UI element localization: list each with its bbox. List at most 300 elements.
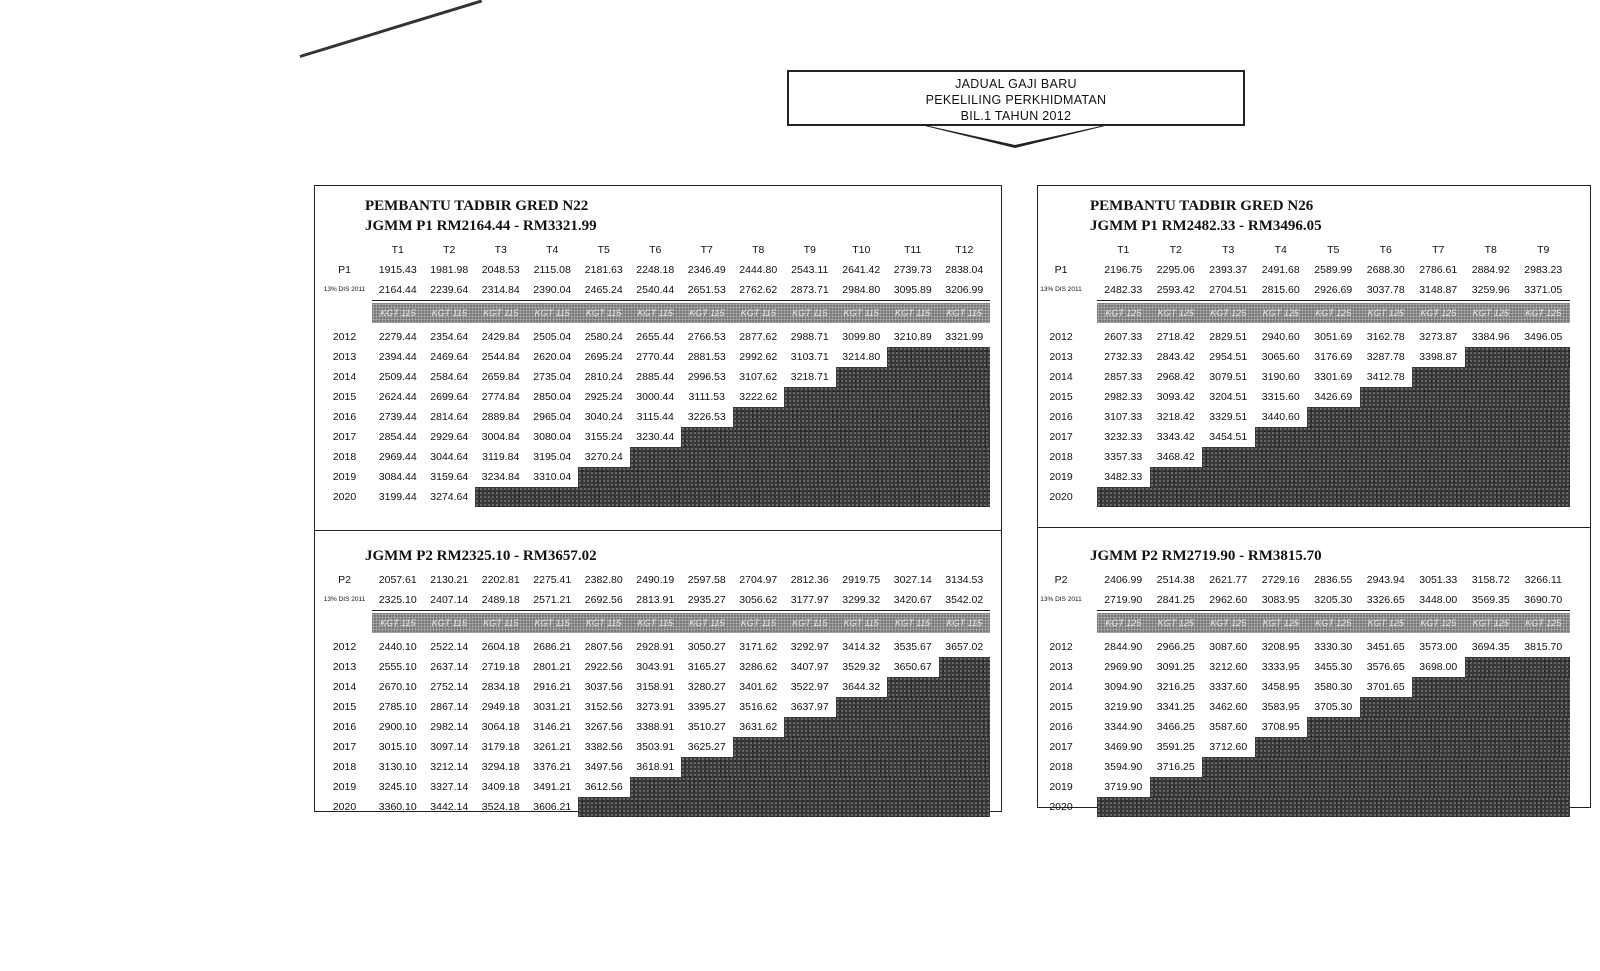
salary-cell: 2785.10: [378, 701, 417, 713]
base-salary-cell: 2115.08: [533, 264, 571, 276]
salary-cell: 2584.64: [430, 371, 469, 383]
salary-cell: 2469.64: [430, 351, 469, 363]
salary-cell: 3496.05: [1524, 331, 1563, 343]
salary-cell: 2686.21: [533, 641, 572, 653]
salary-cell: 3097.14: [430, 741, 469, 753]
adjusted-salary-cell: 3083.95: [1261, 594, 1300, 606]
column-header: T3: [494, 244, 507, 256]
header-line-1: JADUAL GAJI BARU: [955, 77, 1077, 91]
adjusted-salary-cell: 3371.05: [1524, 284, 1563, 296]
shaded-empty-area: [733, 737, 991, 757]
salary-cell: 2655.44: [636, 331, 675, 343]
panel-divider-n26: [1037, 527, 1591, 528]
increment-band-cell: KGT 115: [380, 308, 416, 318]
salary-cell: 2739.44: [378, 411, 417, 423]
shaded-empty-area: [1465, 347, 1570, 367]
salary-cell: 3329.51: [1209, 411, 1248, 423]
shaded-empty-area: [1255, 427, 1570, 447]
salary-cell: 2607.33: [1104, 331, 1143, 343]
salary-cell: 3162.78: [1366, 331, 1405, 343]
salary-cell: 3535.67: [893, 641, 932, 653]
salary-cell: 2857.33: [1104, 371, 1143, 383]
salary-cell: 3384.96: [1471, 331, 1510, 343]
adjusted-salary-cell: 2962.60: [1209, 594, 1248, 606]
salary-cell: 2637.14: [430, 661, 469, 673]
base-salary-cell: 2589.99: [1314, 264, 1353, 276]
salary-cell: 2774.84: [481, 391, 520, 403]
column-header: T12: [955, 244, 974, 256]
increment-band-cell: KGT 125: [1420, 618, 1457, 628]
salary-cell: 2555.10: [378, 661, 417, 673]
base-salary-cell: 2786.61: [1419, 264, 1458, 276]
salary-cell: 3130.10: [378, 761, 417, 773]
salary-cell: 3065.60: [1261, 351, 1300, 363]
base-salary-cell: 2812.36: [790, 574, 829, 586]
salary-cell: 3267.56: [584, 721, 623, 733]
salary-cell: 3650.67: [893, 661, 932, 673]
salary-cell: 3466.25: [1156, 721, 1195, 733]
salary-cell: 3516.62: [739, 701, 778, 713]
salary-cell: 3310.04: [533, 471, 572, 483]
base-salary-cell: 2838.04: [945, 264, 984, 276]
salary-cell: 2604.18: [481, 641, 520, 653]
salary-cell: 2844.90: [1104, 641, 1143, 653]
base-row-label: P2: [338, 574, 351, 586]
base-salary-cell: 3158.72: [1471, 574, 1510, 586]
salary-cell: 3179.18: [481, 741, 520, 753]
column-header: T7: [1432, 244, 1445, 256]
base-row-label: P1: [338, 264, 351, 276]
increment-band-cell: KGT 115: [637, 308, 673, 318]
salary-cell: 3080.04: [533, 431, 572, 443]
salary-cell: 3159.64: [430, 471, 469, 483]
salary-cell: 2810.24: [584, 371, 623, 383]
adjusted-salary-cell: 2164.44: [378, 284, 417, 296]
salary-cell: 2877.62: [739, 331, 778, 343]
increment-band-cell: KGT 115: [534, 308, 570, 318]
year-label: 2013: [332, 351, 357, 363]
shaded-empty-area: [887, 677, 990, 697]
adjusted-salary-cell: 3177.97: [790, 594, 829, 606]
salary-cell: 3087.60: [1209, 641, 1248, 653]
salary-cell: 3360.10: [378, 801, 417, 813]
increment-band-cell: KGT 125: [1262, 308, 1299, 318]
increment-band-cell: KGT 115: [895, 308, 931, 318]
year-label: 2012: [332, 641, 357, 653]
adjusted-salary-cell: 3542.02: [945, 594, 984, 606]
salary-cell: 3343.42: [1156, 431, 1195, 443]
salary-cell: 2624.44: [378, 391, 417, 403]
salary-cell: 2505.04: [533, 331, 572, 343]
shaded-empty-area: [836, 367, 991, 387]
salary-cell: 3158.91: [636, 681, 675, 693]
salary-cell: 3280.27: [687, 681, 726, 693]
base-salary-cell: 2181.63: [584, 264, 623, 276]
salary-cell: 3503.91: [636, 741, 675, 753]
adjusted-salary-cell: 2719.90: [1104, 594, 1143, 606]
increment-band-cell: KGT 125: [1472, 308, 1509, 318]
increment-band-cell: KGT 115: [792, 308, 828, 318]
salary-cell: 3091.25: [1156, 661, 1195, 673]
row-separator: [372, 300, 990, 301]
table-title: PEMBANTU TADBIR GRED N22: [365, 198, 589, 214]
salary-cell: 2807.56: [584, 641, 623, 653]
salary-cell: 2949.18: [481, 701, 520, 713]
adjusted-salary-cell: 3206.99: [945, 284, 984, 296]
shaded-empty-area: [681, 757, 990, 777]
salary-cell: 3694.35: [1471, 641, 1510, 653]
adjusted-salary-cell: 2540.44: [636, 284, 675, 296]
adjusted-salary-cell: 3205.30: [1314, 594, 1353, 606]
increment-band-cell: KGT 115: [431, 308, 467, 318]
salary-cell: 3388.91: [636, 721, 675, 733]
salary-cell: 3395.27: [687, 701, 726, 713]
base-salary-cell: 2393.37: [1209, 264, 1248, 276]
shaded-empty-area: [630, 777, 991, 797]
column-header: T8: [1484, 244, 1497, 256]
salary-cell: 2928.91: [636, 641, 675, 653]
shaded-empty-area: [578, 467, 990, 487]
salary-cell: 3301.69: [1314, 371, 1353, 383]
year-label: 2016: [1049, 721, 1073, 733]
salary-cell: 3522.97: [790, 681, 829, 693]
salary-cell: 3412.78: [1366, 371, 1405, 383]
year-label: 2019: [1049, 781, 1073, 793]
increment-band-cell: KGT 115: [534, 618, 570, 628]
year-label: 2014: [1049, 371, 1073, 383]
salary-cell: 2988.71: [790, 331, 829, 343]
salary-cell: 3195.04: [533, 451, 572, 463]
salary-cell: 3583.95: [1261, 701, 1300, 713]
shaded-empty-area: [1255, 737, 1570, 757]
salary-cell: 3612.56: [584, 781, 623, 793]
base-salary-cell: 2491.68: [1261, 264, 1300, 276]
increment-band-cell: KGT 115: [895, 618, 931, 628]
salary-cell: 2752.14: [430, 681, 469, 693]
salary-cell: 3176.69: [1314, 351, 1353, 363]
increment-band-cell: KGT 115: [380, 618, 416, 628]
salary-cell: 3407.97: [790, 661, 829, 673]
year-label: 2012: [332, 331, 357, 343]
adjusted-salary-cell: 2692.56: [584, 594, 623, 606]
salary-cell: 3455.30: [1314, 661, 1353, 673]
year-label: 2012: [1049, 331, 1073, 343]
shaded-empty-area: [1360, 387, 1570, 407]
increment-band-cell: KGT 115: [843, 618, 879, 628]
base-salary-cell: 1981.98: [430, 264, 469, 276]
salary-cell: 2854.44: [378, 431, 417, 443]
salary-cell: 3451.65: [1366, 641, 1405, 653]
year-label: 2015: [332, 391, 357, 403]
salary-cell: 3529.32: [842, 661, 881, 673]
base-salary-cell: 3134.53: [945, 574, 984, 586]
increment-band-cell: KGT 115: [689, 618, 725, 628]
year-label: 2013: [1049, 661, 1073, 673]
salary-cell: 3286.62: [739, 661, 778, 673]
salary-cell: 2766.53: [687, 331, 726, 343]
salary-cell: 2695.24: [584, 351, 623, 363]
column-header: T4: [546, 244, 559, 256]
base-salary-cell: 2597.58: [687, 574, 726, 586]
salary-cell: 3468.42: [1156, 451, 1195, 463]
increment-band-cell: KGT 115: [792, 618, 828, 628]
salary-cell: 2850.04: [533, 391, 572, 403]
adjusted-salary-cell: 3259.96: [1471, 284, 1510, 296]
column-header: T8: [752, 244, 765, 256]
salary-cell: 3698.00: [1419, 661, 1458, 673]
base-salary-cell: 2130.21: [430, 574, 469, 586]
increment-band-cell: KGT 115: [740, 618, 776, 628]
salary-cell: 2732.33: [1104, 351, 1143, 363]
column-header: T6: [649, 244, 662, 256]
adjusted-salary-cell: 3690.70: [1524, 594, 1563, 606]
increment-band-cell: KGT 125: [1367, 618, 1404, 628]
salary-cell: 3580.30: [1314, 681, 1353, 693]
shaded-empty-area: [836, 697, 991, 717]
table-subtitle: JGMM P1 RM2482.33 - RM3496.05: [1090, 218, 1322, 234]
base-salary-cell: 3051.33: [1419, 574, 1458, 586]
salary-cell: 3294.18: [481, 761, 520, 773]
base-salary-cell: 2248.18: [636, 264, 675, 276]
salary-cell: 3103.71: [790, 351, 829, 363]
row-separator: [1097, 610, 1570, 611]
salary-cell: 3462.60: [1209, 701, 1248, 713]
salary-cell: 3230.44: [636, 431, 675, 443]
base-salary-cell: 2621.77: [1209, 574, 1248, 586]
salary-cell: 3079.51: [1209, 371, 1248, 383]
base-salary-cell: 2704.97: [739, 574, 778, 586]
salary-cell: 3321.99: [945, 331, 984, 343]
shaded-empty-area: [1097, 797, 1570, 817]
year-label: 2019: [332, 781, 357, 793]
increment-band-cell: KGT 125: [1525, 308, 1562, 318]
salary-cell: 3165.27: [687, 661, 726, 673]
salary-cell: 3287.78: [1366, 351, 1405, 363]
adjusted-salary-cell: 3326.65: [1366, 594, 1405, 606]
column-header: T11: [904, 244, 922, 256]
salary-cell: 3273.91: [636, 701, 675, 713]
salary-cell: 2867.14: [430, 701, 469, 713]
shaded-empty-area: [939, 657, 991, 677]
increment-band-cell: KGT 115: [843, 308, 879, 318]
salary-cell: 3344.90: [1104, 721, 1143, 733]
increment-band-cell: KGT 125: [1367, 308, 1404, 318]
adjusted-salary-cell: 2762.62: [739, 284, 778, 296]
adjusted-salary-cell: 2325.10: [378, 594, 417, 606]
salary-cell: 3708.95: [1261, 721, 1300, 733]
salary-cell: 3084.44: [378, 471, 417, 483]
base-salary-cell: 1915.43: [378, 264, 417, 276]
column-header: T1: [391, 244, 404, 256]
salary-cell: 3442.14: [430, 801, 469, 813]
salary-cell: 3491.21: [533, 781, 572, 793]
row-separator: [372, 610, 990, 611]
base-salary-cell: 2048.53: [481, 264, 520, 276]
base-salary-cell: 2057.61: [378, 574, 417, 586]
adjusted-salary-cell: 3569.35: [1471, 594, 1510, 606]
adjusted-row-label: 13% DIS 2011: [323, 596, 366, 603]
salary-cell: 3440.60: [1261, 411, 1300, 423]
year-label: 2016: [1049, 411, 1073, 423]
increment-band-cell: KGT 125: [1420, 308, 1457, 318]
salary-cell: 2440.10: [378, 641, 417, 653]
salary-cell: 3573.00: [1419, 641, 1458, 653]
salary-cell: 3190.60: [1261, 371, 1300, 383]
year-label: 2018: [332, 761, 357, 773]
base-salary-cell: 2943.94: [1366, 574, 1405, 586]
shaded-empty-area: [784, 717, 990, 737]
salary-cell: 3204.51: [1209, 391, 1248, 403]
column-header: T1: [1117, 244, 1130, 256]
increment-band-cell: KGT 115: [689, 308, 725, 318]
increment-band-cell: KGT 125: [1262, 618, 1299, 628]
adjusted-salary-cell: 2841.25: [1156, 594, 1195, 606]
base-salary-cell: 2490.19: [636, 574, 675, 586]
salary-cell: 3591.25: [1156, 741, 1195, 753]
salary-cell: 3458.95: [1261, 681, 1300, 693]
salary-cell: 2929.64: [430, 431, 469, 443]
salary-cell: 3524.18: [481, 801, 520, 813]
base-salary-cell: 2196.75: [1104, 264, 1143, 276]
salary-cell: 3107.62: [739, 371, 778, 383]
salary-cell: 2954.51: [1209, 351, 1248, 363]
shaded-empty-area: [733, 407, 991, 427]
salary-cell: 3637.97: [790, 701, 829, 713]
adjusted-salary-cell: 2926.69: [1314, 284, 1353, 296]
base-salary-cell: 2406.99: [1104, 574, 1143, 586]
year-label: 2016: [332, 721, 357, 733]
year-label: 2017: [1049, 431, 1073, 443]
increment-band-cell: KGT 115: [637, 618, 673, 628]
document-header: [787, 70, 1245, 126]
year-label: 2020: [332, 491, 357, 503]
salary-cell: 2982.33: [1104, 391, 1143, 403]
shaded-empty-area: [1307, 407, 1570, 427]
salary-cell: 3357.33: [1104, 451, 1143, 463]
salary-cell: 2829.51: [1209, 331, 1248, 343]
salary-cell: 2922.56: [584, 661, 623, 673]
salary-cell: 3631.62: [739, 721, 778, 733]
salary-cell: 3270.24: [584, 451, 623, 463]
salary-cell: 3115.44: [636, 411, 674, 423]
adjusted-salary-cell: 2407.14: [430, 594, 469, 606]
salary-cell: 3093.42: [1156, 391, 1195, 403]
table-subtitle: JGMM P2 RM2719.90 - RM3815.70: [1090, 548, 1322, 564]
salary-cell: 3245.10: [378, 781, 417, 793]
base-salary-cell: 2739.73: [893, 264, 932, 276]
adjusted-salary-cell: 2651.53: [687, 284, 726, 296]
shaded-empty-area: [475, 487, 990, 507]
year-label: 2018: [332, 451, 357, 463]
salary-cell: 3454.51: [1209, 431, 1248, 443]
year-label: 2014: [332, 371, 357, 383]
base-salary-cell: 3027.14: [893, 574, 932, 586]
salary-cell: 2801.21: [533, 661, 572, 673]
increment-band-cell: KGT 125: [1105, 308, 1142, 318]
salary-cell: 2843.42: [1156, 351, 1195, 363]
column-header: T2: [1169, 244, 1182, 256]
increment-band-cell: KGT 115: [483, 308, 519, 318]
salary-cell: 2429.84: [481, 331, 520, 343]
salary-cell: 3015.10: [378, 741, 417, 753]
year-label: 2020: [1049, 801, 1073, 813]
increment-band-cell: KGT 125: [1315, 618, 1352, 628]
column-header: T4: [1274, 244, 1287, 256]
adjusted-salary-cell: 2813.91: [636, 594, 675, 606]
base-salary-cell: 2295.06: [1156, 264, 1195, 276]
column-header: T2: [443, 244, 456, 256]
salary-cell: 2770.44: [636, 351, 675, 363]
base-salary-cell: 2836.55: [1314, 574, 1353, 586]
salary-cell: 3261.21: [533, 741, 572, 753]
salary-cell: 3155.24: [584, 431, 623, 443]
base-row-label: P2: [1054, 574, 1068, 586]
salary-cell: 3482.33: [1104, 471, 1143, 483]
salary-cell: 2580.24: [584, 331, 623, 343]
adjusted-salary-cell: 2571.21: [533, 594, 572, 606]
column-header: T7: [700, 244, 713, 256]
base-salary-cell: 2688.30: [1366, 264, 1405, 276]
salary-cell: 2659.84: [481, 371, 520, 383]
salary-cell: 3210.89: [893, 331, 932, 343]
salary-cell: 3414.32: [842, 641, 881, 653]
salary-cell: 2670.10: [378, 681, 417, 693]
shaded-empty-area: [1150, 467, 1570, 487]
salary-cell: 3644.32: [842, 681, 881, 693]
year-label: 2020: [332, 801, 357, 813]
base-salary-cell: 2382.80: [584, 574, 623, 586]
salary-cell: 3094.90: [1104, 681, 1143, 693]
salary-cell: 3044.64: [430, 451, 469, 463]
salary-cell: 2509.44: [378, 371, 417, 383]
shaded-empty-area: [1202, 447, 1570, 467]
salary-cell: 3497.56: [584, 761, 623, 773]
year-label: 2017: [332, 741, 357, 753]
base-row-label: P1: [1054, 264, 1068, 276]
shaded-empty-area: [630, 447, 991, 467]
salary-cell: 3218.71: [790, 371, 829, 383]
salary-cell: 3606.21: [533, 801, 572, 813]
base-salary-cell: 3266.11: [1524, 574, 1562, 586]
salary-cell: 3815.70: [1524, 641, 1563, 653]
base-salary-cell: 2275.41: [533, 574, 572, 586]
increment-band-cell: KGT 125: [1472, 618, 1509, 628]
year-label: 2017: [1049, 741, 1073, 753]
year-label: 2014: [332, 681, 357, 693]
salary-cell: 2718.42: [1156, 331, 1195, 343]
increment-band-cell: KGT 125: [1315, 308, 1352, 318]
base-salary-cell: 2202.81: [481, 574, 520, 586]
salary-cell: 2394.44: [378, 351, 417, 363]
year-label: 2020: [1049, 491, 1073, 503]
shaded-empty-area: [887, 347, 990, 367]
adjusted-salary-cell: 3299.32: [842, 594, 881, 606]
increment-band-cell: KGT 115: [586, 308, 622, 318]
panel-divider-n22: [314, 530, 1002, 531]
shaded-empty-area: [1202, 757, 1570, 777]
year-label: 2016: [332, 411, 357, 423]
adjusted-salary-cell: 3056.62: [739, 594, 778, 606]
shaded-empty-area: [578, 797, 990, 817]
base-salary-cell: 2983.23: [1524, 264, 1563, 276]
salary-cell: 3618.91: [636, 761, 675, 773]
salary-cell: 3219.90: [1104, 701, 1143, 713]
base-salary-cell: 2641.42: [842, 264, 881, 276]
salary-cell: 3657.02: [945, 641, 984, 653]
salary-cell: 2940.60: [1261, 331, 1300, 343]
salary-cell: 3171.62: [739, 641, 778, 653]
salary-cell: 3719.90: [1104, 781, 1143, 793]
